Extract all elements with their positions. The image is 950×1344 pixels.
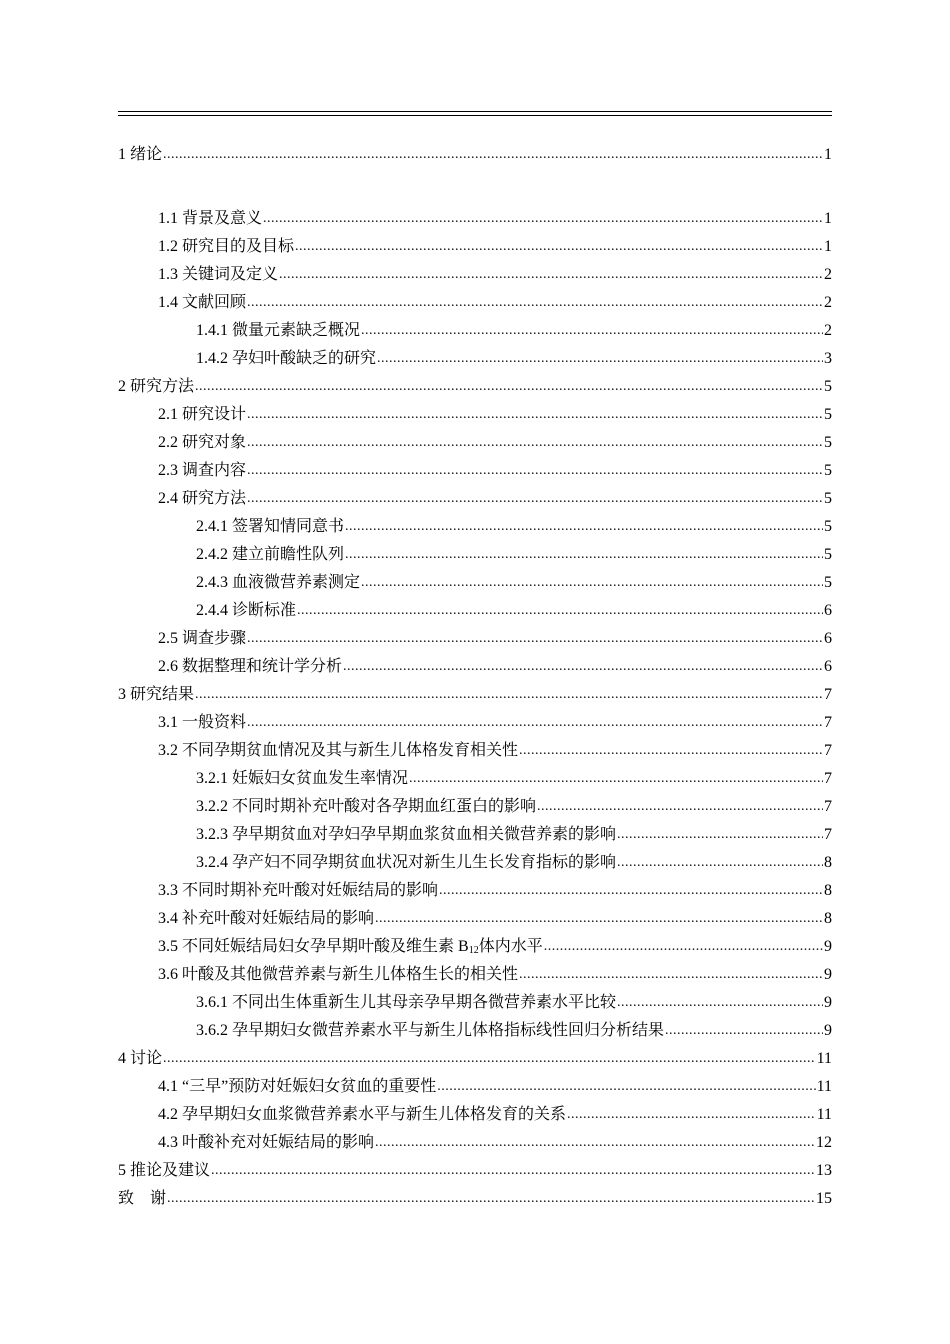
toc-entry[interactable] bbox=[118, 509, 832, 537]
toc-entry-text: 背景及意义 bbox=[182, 210, 263, 227]
toc-entry-number: 2 bbox=[118, 378, 126, 395]
toc-entry-text: 致 谢 bbox=[118, 1190, 167, 1207]
toc-entry-text: 微量元素缺乏概况 bbox=[232, 322, 361, 339]
toc-leader-dots bbox=[247, 293, 823, 313]
toc-page-number: 7 bbox=[824, 714, 832, 731]
toc-entry-number: 4 bbox=[118, 1050, 126, 1067]
toc-leader-dots bbox=[295, 237, 823, 257]
toc-leader-dots bbox=[361, 321, 823, 341]
toc-leader-dots bbox=[345, 545, 823, 565]
toc-entry[interactable] bbox=[118, 873, 832, 901]
toc-page-number: 7 bbox=[824, 770, 832, 787]
toc-entry-number: 3.2.4 bbox=[196, 854, 228, 871]
toc-page-number: 5 bbox=[824, 434, 832, 451]
toc-leader-dots bbox=[361, 573, 823, 593]
toc-entry-text: 建立前瞻性队列 bbox=[232, 546, 345, 563]
toc-entry-text: 孕早期妇女微营养素水平与新生儿体格指标线性回归分析结果 bbox=[232, 1022, 665, 1039]
toc-leader-dots bbox=[567, 1105, 816, 1125]
toc-leader-dots bbox=[437, 1077, 815, 1097]
toc-entry-title bbox=[196, 601, 296, 621]
toc-page-number: 9 bbox=[824, 966, 832, 983]
toc-entry-title bbox=[196, 545, 344, 565]
toc-page-number: 7 bbox=[824, 798, 832, 815]
toc-entry-text: 签署知情同意书 bbox=[232, 518, 345, 535]
toc-entry-number: 2.2 bbox=[158, 434, 178, 451]
toc-entry-text: 调查内容 bbox=[182, 462, 247, 479]
toc-entry-number: 3.2 bbox=[158, 742, 178, 759]
toc-entry-text: 关键词及定义 bbox=[182, 266, 279, 283]
toc-entry-title bbox=[158, 937, 543, 957]
toc-page-number: 11 bbox=[816, 1050, 832, 1067]
toc-entry-number: 2.1 bbox=[158, 406, 178, 423]
toc-leader-dots bbox=[665, 1021, 823, 1041]
toc-entry-number: 2.4.4 bbox=[196, 602, 228, 619]
toc-leader-dots bbox=[163, 145, 823, 165]
toc-page-number: 5 bbox=[824, 462, 832, 479]
toc-entry-number: 1.1 bbox=[158, 210, 178, 227]
toc-entry-title bbox=[118, 1049, 162, 1069]
toc-entry[interactable] bbox=[118, 257, 832, 285]
toc-entry[interactable] bbox=[118, 481, 832, 509]
toc-entry-text: 讨论 bbox=[130, 1050, 163, 1067]
toc-entry-number: 1.4.1 bbox=[196, 322, 228, 339]
toc-entry-text: 叶酸及其他微营养素与新生儿体格生长的相关性 bbox=[182, 966, 519, 983]
toc-leader-dots bbox=[345, 517, 823, 537]
toc-entry-number: 3.6.2 bbox=[196, 1022, 228, 1039]
toc-page-number: 2 bbox=[824, 322, 832, 339]
toc-entry[interactable] bbox=[118, 285, 832, 313]
toc-page-number: 2 bbox=[824, 266, 832, 283]
toc-entry-text: 不同妊娠结局妇女孕早期叶酸及维生素 B bbox=[182, 938, 469, 955]
toc-entry-text: 调查步骤 bbox=[182, 630, 247, 647]
toc-page-number: 1 bbox=[824, 238, 832, 255]
toc-entry[interactable] bbox=[118, 1181, 832, 1209]
toc-page-number: 13 bbox=[816, 1162, 832, 1179]
toc-page-number: 5 bbox=[824, 546, 832, 563]
toc-page-number: 9 bbox=[824, 1022, 832, 1039]
toc-leader-dots bbox=[279, 265, 823, 285]
table-of-contents bbox=[118, 137, 832, 1209]
toc-page-number: 2 bbox=[824, 294, 832, 311]
toc-entry-text: 不同时期补充叶酸对各孕期血红蛋白的影响 bbox=[232, 798, 537, 815]
toc-entry-number: 3.4 bbox=[158, 910, 178, 927]
toc-page-number: 3 bbox=[824, 350, 832, 367]
toc-leader-dots bbox=[617, 993, 823, 1013]
toc-entry[interactable] bbox=[118, 677, 832, 705]
toc-entry-number: 2.6 bbox=[158, 658, 178, 675]
toc-entry-text: 诊断标准 bbox=[232, 602, 297, 619]
toc-entry-text: 推论及建议 bbox=[130, 1162, 211, 1179]
toc-entry-number: 3 bbox=[118, 686, 126, 703]
toc-entry-text: 不同时期补充叶酸对妊娠结局的影响 bbox=[182, 882, 439, 899]
toc-leader-dots bbox=[247, 433, 823, 453]
toc-page-number: 8 bbox=[824, 854, 832, 871]
toc-leader-dots bbox=[247, 405, 823, 425]
toc-entry-number: 4.1 bbox=[158, 1078, 178, 1095]
toc-leader-dots bbox=[409, 769, 823, 789]
toc-leader-dots bbox=[519, 965, 823, 985]
toc-entry[interactable] bbox=[118, 201, 832, 229]
toc-entry-title bbox=[158, 1077, 436, 1097]
toc-entry[interactable] bbox=[118, 957, 832, 985]
toc-page-number: 11 bbox=[816, 1078, 832, 1095]
toc-entry-text: 研究方法 bbox=[182, 490, 247, 507]
toc-entry[interactable] bbox=[118, 453, 832, 481]
toc-entry-text: 一般资料 bbox=[182, 714, 247, 731]
toc-leader-dots bbox=[247, 461, 823, 481]
toc-entry-number: 1.2 bbox=[158, 238, 178, 255]
toc-entry[interactable] bbox=[118, 621, 832, 649]
toc-entry-text: 补充叶酸对妊娠结局的影响 bbox=[182, 910, 375, 927]
toc-entry-title bbox=[158, 657, 342, 677]
toc-entry-number: 3.6.1 bbox=[196, 994, 228, 1011]
toc-entry-title bbox=[158, 489, 246, 509]
toc-entry[interactable] bbox=[118, 761, 832, 789]
toc-leader-dots bbox=[617, 825, 823, 845]
toc-page-number: 5 bbox=[824, 574, 832, 591]
toc-entry-text: 孕早期贫血对孕妇孕早期血浆贫血相关微营养素的影响 bbox=[232, 826, 617, 843]
toc-entry-text: “三早”预防对妊娠妇女贫血的重要性 bbox=[182, 1078, 437, 1095]
toc-page-number: 5 bbox=[824, 490, 832, 507]
toc-entry-number: 4.3 bbox=[158, 1134, 178, 1151]
toc-leader-dots bbox=[211, 1161, 815, 1181]
toc-leader-dots bbox=[519, 741, 823, 761]
toc-entry[interactable] bbox=[118, 137, 832, 165]
toc-entry[interactable] bbox=[118, 1069, 832, 1097]
toc-entry-title bbox=[196, 349, 376, 369]
toc-entry-title bbox=[118, 145, 162, 165]
toc-leader-dots bbox=[617, 853, 823, 873]
toc-leader-dots bbox=[195, 685, 823, 705]
toc-leader-dots bbox=[195, 377, 823, 397]
toc-entry-title bbox=[158, 965, 518, 985]
toc-entry-text: 研究目的及目标 bbox=[182, 238, 295, 255]
toc-entry-number: 5 bbox=[118, 1162, 126, 1179]
toc-entry-title bbox=[196, 993, 616, 1013]
toc-page-number: 6 bbox=[824, 630, 832, 647]
toc-page-number: 6 bbox=[824, 658, 832, 675]
toc-page-number: 12 bbox=[816, 1134, 832, 1151]
toc-entry[interactable] bbox=[118, 369, 832, 397]
toc-entry[interactable] bbox=[118, 1097, 832, 1125]
toc-page-number: 7 bbox=[824, 686, 832, 703]
toc-entry-text: 孕早期妇女血浆微营养素水平与新生儿体格发育的关系 bbox=[182, 1106, 567, 1123]
toc-entry-title bbox=[118, 1161, 210, 1181]
toc-entry-number: 3.3 bbox=[158, 882, 178, 899]
toc-entry-number: 3.6 bbox=[158, 966, 178, 983]
toc-page-number: 11 bbox=[816, 1106, 832, 1123]
toc-entry-title bbox=[196, 573, 360, 593]
toc-entry[interactable] bbox=[118, 425, 832, 453]
toc-leader-dots bbox=[297, 601, 823, 621]
toc-page-number: 8 bbox=[824, 882, 832, 899]
toc-page-number: 9 bbox=[824, 994, 832, 1011]
toc-leader-dots bbox=[163, 1049, 816, 1069]
toc-entry-number: 3.2.2 bbox=[196, 798, 228, 815]
toc-leader-dots bbox=[375, 1133, 815, 1153]
toc-entry[interactable] bbox=[118, 929, 832, 957]
toc-entry-text: 叶酸补充对妊娠结局的影响 bbox=[182, 1134, 375, 1151]
toc-entry[interactable] bbox=[118, 1013, 832, 1041]
toc-entry-title bbox=[158, 461, 246, 481]
toc-entry-title bbox=[118, 1189, 166, 1209]
toc-entry-title bbox=[158, 881, 438, 901]
toc-leader-dots bbox=[537, 797, 823, 817]
toc-entry-title bbox=[158, 433, 246, 453]
toc-entry-text: 不同出生体重新生儿其母亲孕早期各微营养素水平比较 bbox=[232, 994, 617, 1011]
toc-entry-number: 2.4.2 bbox=[196, 546, 228, 563]
toc-page-number: 5 bbox=[824, 518, 832, 535]
toc-leader-dots bbox=[343, 657, 823, 677]
toc-entry-title bbox=[196, 1021, 664, 1041]
toc-leader-dots bbox=[247, 489, 823, 509]
toc-entry-number: 3.2.1 bbox=[196, 770, 228, 787]
toc-entry-title bbox=[158, 909, 374, 929]
toc-entry[interactable] bbox=[118, 845, 832, 873]
toc-entry-text: 妊娠妇女贫血发生率情况 bbox=[232, 770, 409, 787]
toc-entry-title bbox=[118, 685, 194, 705]
toc-entry[interactable] bbox=[118, 397, 832, 425]
toc-entry[interactable] bbox=[118, 313, 832, 341]
toc-entry-title bbox=[158, 713, 246, 733]
toc-entry-title bbox=[158, 405, 246, 425]
toc-leader-dots bbox=[375, 909, 823, 929]
toc-entry-title bbox=[196, 825, 616, 845]
toc-entry[interactable] bbox=[118, 733, 832, 761]
toc-entry-title bbox=[196, 853, 616, 873]
toc-leader-dots bbox=[247, 629, 823, 649]
toc-entry-title bbox=[158, 1133, 374, 1153]
toc-leader-dots bbox=[544, 937, 823, 957]
toc-entry-number: 4.2 bbox=[158, 1106, 178, 1123]
toc-entry[interactable] bbox=[118, 985, 832, 1013]
toc-entry-text: 数据整理和统计学分析 bbox=[182, 658, 343, 675]
toc-entry[interactable] bbox=[118, 1041, 832, 1069]
toc-entry-title bbox=[196, 517, 344, 537]
toc-entry[interactable] bbox=[118, 789, 832, 817]
toc-leader-dots bbox=[167, 1189, 815, 1209]
toc-entry[interactable] bbox=[118, 901, 832, 929]
toc-entry-number: 1.4.2 bbox=[196, 350, 228, 367]
toc-entry-number: 3.2.3 bbox=[196, 826, 228, 843]
toc-entry[interactable] bbox=[118, 705, 832, 733]
toc-entry-text: 绪论 bbox=[130, 146, 163, 163]
toc-entry-title bbox=[158, 629, 246, 649]
toc-page-number: 8 bbox=[824, 910, 832, 927]
toc-entry-number: 3.1 bbox=[158, 714, 178, 731]
header-rule-secondary bbox=[118, 115, 832, 116]
toc-entry[interactable] bbox=[118, 649, 832, 677]
toc-entry[interactable] bbox=[118, 1153, 832, 1181]
toc-entry-text: 研究结果 bbox=[130, 686, 195, 703]
toc-entry-number: 1 bbox=[118, 146, 126, 163]
toc-leader-dots bbox=[377, 349, 823, 369]
toc-entry-number: 2.5 bbox=[158, 630, 178, 647]
toc-entry-text-after: 体内水平 bbox=[478, 938, 543, 955]
toc-page-number: 6 bbox=[824, 602, 832, 619]
toc-entry-title bbox=[196, 321, 360, 341]
toc-entry-text: 孕产妇不同孕期贫血状况对新生儿生长发育指标的影响 bbox=[232, 854, 617, 871]
toc-entry-text: 研究对象 bbox=[182, 434, 247, 451]
toc-entry-text: 不同孕期贫血情况及其与新生儿体格发育相关性 bbox=[182, 742, 519, 759]
toc-entry-number: 1.3 bbox=[158, 266, 178, 283]
toc-entry[interactable] bbox=[118, 341, 832, 369]
toc-page-number: 15 bbox=[816, 1190, 832, 1207]
toc-entry[interactable] bbox=[118, 229, 832, 257]
toc-page-number: 1 bbox=[824, 146, 832, 163]
toc-page-number: 7 bbox=[824, 826, 832, 843]
toc-entry-number: 1.4 bbox=[158, 294, 178, 311]
toc-entry-title bbox=[158, 265, 278, 285]
toc-leader-dots bbox=[247, 713, 823, 733]
toc-entry-number: 2.3 bbox=[158, 462, 178, 479]
toc-entry[interactable] bbox=[118, 565, 832, 593]
toc-entry-number: 2.4.3 bbox=[196, 574, 228, 591]
toc-entry-text: 孕妇叶酸缺乏的研究 bbox=[232, 350, 377, 367]
toc-entry-title bbox=[158, 741, 518, 761]
toc-entry-title bbox=[196, 769, 408, 789]
toc-entry-text: 文献回顾 bbox=[182, 294, 247, 311]
toc-entry-text: 血液微营养素测定 bbox=[232, 574, 361, 591]
toc-entry-title bbox=[158, 1105, 566, 1125]
toc-entry[interactable] bbox=[118, 593, 832, 621]
subscript-text: 12 bbox=[468, 945, 479, 956]
toc-entry-title bbox=[196, 797, 536, 817]
toc-entry-number: 2.4.1 bbox=[196, 518, 228, 535]
toc-entry-text: 研究方法 bbox=[130, 378, 195, 395]
toc-entry-number: 2.4 bbox=[158, 490, 178, 507]
toc-entry[interactable] bbox=[118, 537, 832, 565]
toc-leader-dots bbox=[439, 881, 823, 901]
toc-entry-title bbox=[158, 237, 294, 257]
toc-entry-title bbox=[158, 293, 246, 313]
toc-entry[interactable] bbox=[118, 1125, 832, 1153]
toc-page-number: 9 bbox=[824, 938, 832, 955]
toc-entry-text: 研究设计 bbox=[182, 406, 247, 423]
toc-page-number: 1 bbox=[824, 210, 832, 227]
toc-entry-title bbox=[118, 377, 194, 397]
toc-page-number: 5 bbox=[824, 406, 832, 423]
toc-entry-title bbox=[158, 209, 262, 229]
toc-entry[interactable] bbox=[118, 817, 832, 845]
header-rule bbox=[118, 111, 832, 112]
toc-leader-dots bbox=[263, 209, 823, 229]
toc-page-number: 7 bbox=[824, 742, 832, 759]
toc-entry-number: 3.5 bbox=[158, 938, 178, 955]
toc-page-number: 5 bbox=[824, 378, 832, 395]
